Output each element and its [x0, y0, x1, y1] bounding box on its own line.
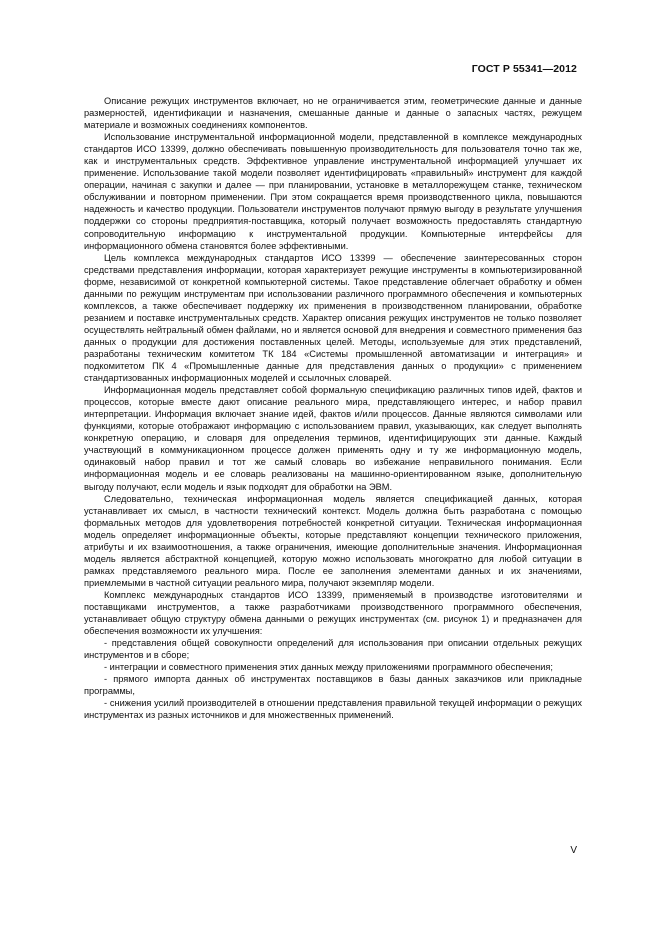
list-item-definitions: - представления общей совокупности определений для использования при описании отдельных режущих инструментов и в сборе; — [84, 638, 582, 661]
paragraph-information-model: Информационная модель представляет собой формальную спецификацию различных типов идей, фактов и процессов, которые вместе дают описание реального мира, представляющего интерес, и набор правил интерпретации. Информация включает знание идей, фактов и/или процессов. Данные являются символами или функциями, которые отображают информацию с использованием правил, указывающих, как следует выполнять конкретную операцию, и словаря для определения терминов, идентифицирующих эти данные. Каждый участвующий в коммуникационном процессе должен применять одну и ту же информационную модель, одинаковый набор правил и тот же самый словарь во избежание неправильного понимания. Если информационная модель и ее словарь реализованы на машинно-ориентированном языке, дополнительную выгоду получают, если модель и язык подходят для обработки на ЭВМ. — [84, 385, 582, 492]
list-item-integration: - интеграции и совместного применения этих данных между приложениями программного обеспечения; — [104, 662, 553, 673]
standard-designation: ГОСТ Р 55341—2012 — [471, 63, 577, 75]
list-item-effort-reduction: - снижения усилий производителей в отношении представления правильной текущей информации о режущих инструментах из разных источников и для множественных применений. — [84, 698, 582, 721]
page-number: V — [570, 845, 577, 856]
body-text — [84, 95, 582, 721]
paragraph-tool-description: Описание режущих инструментов включает, но не ограничивается этим, геометрические данные и данные размерностей, идентификации и назначения, смешанные данные и данные о запасных частях, режущем материале и возможных соединениях компонентов. — [84, 96, 582, 131]
list-item-direct-import: - прямого импорта данных об инструментах поставщиков в базы данных заказчиков или прикладные программы, — [84, 674, 582, 697]
paragraph-model-usage: Использование инструментальной информационной модели, представленной в комплексе международных стандартов ИСО 13399, должно обеспечивать повышенную производительность для пользователя точно так же, как и инструментальных средств. Эффективное управление инструментальной информацией улучшает их применение. Использование такой модели позволяет идентифицировать «правильный» инструмент для каждой операции, начиная с закупки и далее — при планировании, установке в металлорежущем станке, техническом обслуживании и повторном применении. При этом сокращается время производственного цикла, повышаются надежность и качество продукции. Пользователи инструментов получают прямую выгоду в результате улучшения поддержки со стороны предприятия-поставщика, который получает возможность предоставлять стандартную сопроводительную информацию к инструментальной продукции. Компьютерные интерфейсы для информационного обмена становятся более эффективными. — [84, 132, 582, 251]
paragraph-technical-model: Следовательно, техническая информационная модель является спецификацией данных, которая устанавливает их смысл, в частности технический контекст. Модель должна быть разработана с помощью формальных методов для удовлетворения потребностей конкретной ситуации. Техническая информационная модель определяет информационные объекты, которые представляют концепции технического приложения, атрибуты и их взаимоотношения, а также ограничения, имеющие дополнительные значения. Информационная модель является абстрактной концепцией, которую можно использовать многократно для любой ситуации в рамках представляемого реального мира. После ее заполнения элементами данных и их значениями, приемлемыми в частной ситуации реального мира, получают экземпляр модели. — [84, 493, 582, 588]
paragraph-standard-goal: Цель комплекса международных стандартов ИСО 13399 — обеспечение заинтересованных сторон средствами представления информации, которая характеризует режущие инструменты в компьютеризированной форме, независимой от конкретной компьютерной системы. Такое представление облегчает обработку и обмен данными по режущим инструментам при использовании различного программного обеспечения и компьютерных комплексов, а также обеспечивает поддержку их применения в производственном планировании, обработке резанием и поставке инструментальных средств. Характер описания режущих инструментов не только позволяет осуществлять нейтральный обмен файлами, но и является основой для внедрения и совместного применения баз данных о продукции для достижения поставленных целей. Методы, используемые для этих представлений, разработаны техническим комитетом ТК 184 «Системы промышленной автоматизации и интеграция» и подкомитетом ПК 4 «Промышленные данные для представления данных о продукции» с применением стандартизованных информационных моделей и ссылочных словарей. — [84, 252, 582, 384]
paragraph-standard-complex: Комплекс международных стандартов ИСО 13399, применяемый в производстве изготовителями и поставщиками инструментов, а также разработчиками производственного программного обеспечения, устанавливает общую структуру обмена данными о режущих инструментах (см. рисунок 1) и предназначен для обеспечения возможности их улучшения: — [84, 589, 582, 637]
